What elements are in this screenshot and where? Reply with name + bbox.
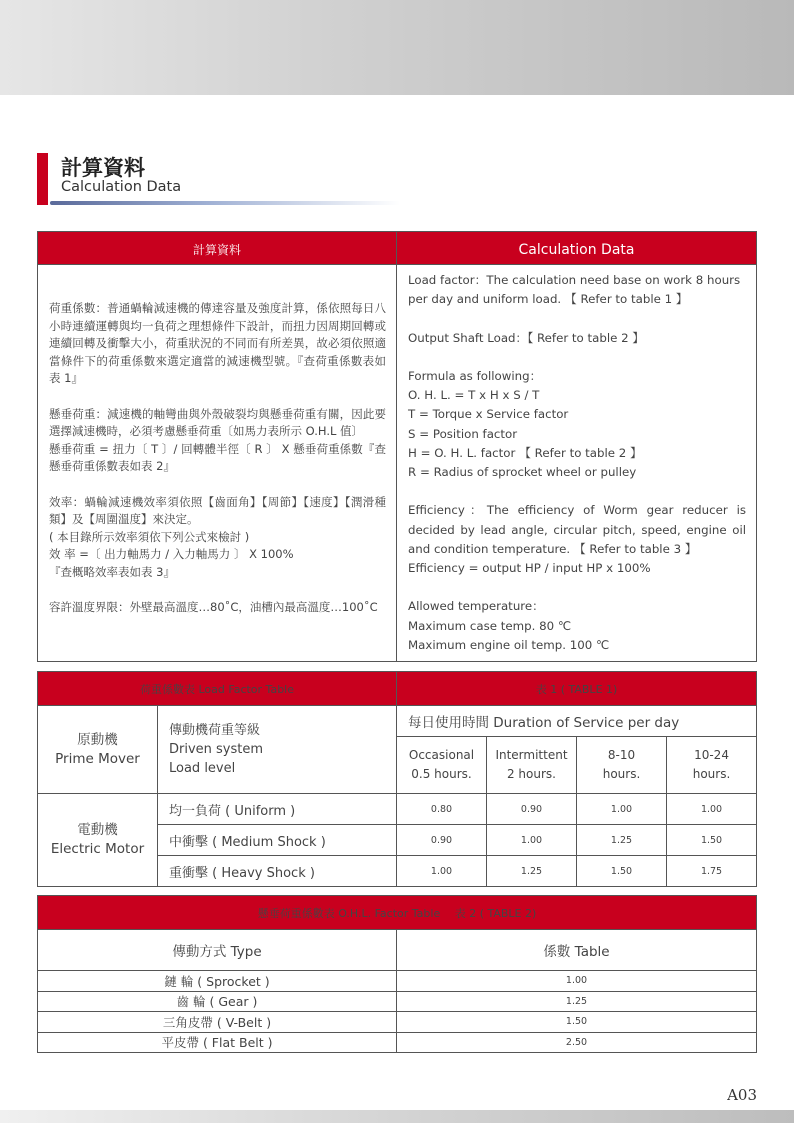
cond-heavy-shock: 重衝擊 ( Heavy Shock ) — [158, 856, 397, 887]
en-formula-t: T = Torque x Service factor — [408, 407, 569, 422]
zh-efficiency-ref: 『查概略效率表如表 3』 — [49, 564, 175, 579]
en-formula-ohl: O. H. L. = T x H x S / T — [408, 388, 540, 403]
en-max-case-temp: Maximum case temp. 80 ℃ — [408, 618, 572, 633]
ohl-table-title: 懸垂荷重係數表 O.H.L. Factor Table 表 2 ( TABLE 2) — [38, 896, 757, 930]
calc-zh-text — [38, 265, 397, 662]
calc-header-zh: 計算資料 — [38, 232, 397, 265]
calculation-data-table — [37, 231, 757, 662]
zh-load-factor: 荷重係數：普通蝸輪減速機的傳達容量及強度計算，係依照每日八小時連續運轉與均一負荷之理想條件下設計，而扭力因周期回轉或連續回轉及衝擊大小，荷重狀況的不同而有所差異，故必須依照適當條件下的荷重係數來選定適當的減速機型號。『查荷重係數表如表 1』 — [49, 301, 386, 386]
motor-en: Electric Motor — [50, 841, 145, 857]
zh-ohl-formula: 懸垂荷重 = 扭力〔 T 〕/ 回轉體半徑〔 R 〕 X 懸垂荷重係數『查懸垂荷重係數表如表 2』 — [49, 441, 386, 474]
calc-header-en: Calculation Data — [397, 232, 757, 265]
table-cell: 0.90 — [397, 825, 487, 856]
table-cell: 1.25 — [487, 856, 577, 887]
load-table-label: 表 1 ( TABLE 1) — [397, 672, 757, 706]
bottom-banner — [0, 1110, 794, 1123]
prime-mover-en: Prime Mover — [55, 750, 140, 767]
ohl-type-sprocket: 鏈 輪 ( Sprocket ) — [38, 971, 397, 992]
en-efficiency-formula: Efficiency = output HP / input HP x 100% — [408, 561, 651, 575]
table-cell: 1.75 — [667, 856, 757, 887]
ohl-col-type: 傳動方式 Type — [38, 930, 397, 971]
table-cell: 1.00 — [397, 856, 487, 887]
load-factor-table — [37, 671, 757, 887]
table-cell: 1.00 — [397, 971, 757, 992]
zh-temperature: 容許溫度界限：外壁最高溫度…80˚C，油槽內最高溫度…100˚C — [49, 600, 378, 615]
duration-col-10-24: 10-24 hours. — [667, 737, 757, 794]
ohl-factor-table — [37, 895, 757, 1053]
cond-medium-shock: 中衝擊 ( Medium Shock ) — [158, 825, 397, 856]
en-formula-h: H = O. H. L. factor 【 Refer to table 2 】 — [408, 445, 642, 460]
section-underline — [50, 201, 400, 205]
table-cell: 1.50 — [397, 1012, 757, 1033]
table-cell: 1.25 — [397, 991, 757, 1012]
en-allowed-temp: Allowed temperature： — [408, 599, 544, 614]
calc-en-text — [397, 265, 757, 662]
en-max-oil-temp: Maximum engine oil temp. 100 ℃ — [408, 637, 610, 652]
motor-zh: 電動機 — [77, 822, 118, 838]
driven-en-2: Load level — [169, 761, 236, 776]
en-formula-s: S = Position factor — [408, 426, 518, 441]
en-load-factor: Load factor：The calculation need base on work 8 hours per day and uniform load. 【 Refer to table 1 】 — [408, 273, 741, 307]
ohl-col-factor: 係數 Table — [397, 930, 757, 971]
zh-efficiency-note: ( 本目錄所示效率須依下列公式來檢討 ) — [49, 529, 250, 544]
cond-uniform: 均一負荷 ( Uniform ) — [158, 794, 397, 825]
zh-efficiency-formula: 效 率 =〔 出力軸馬力 / 入力軸馬力 〕 X 100% — [49, 547, 294, 562]
driven-system-header — [158, 706, 397, 794]
page-number: A03 — [727, 1086, 757, 1104]
zh-efficiency: 效率：蝸輪減速機效率須依照【齒面角】【周節】【速度】【潤滑種類】及【周圍溫度】來決定。 — [49, 494, 386, 527]
table-cell: 1.50 — [577, 856, 667, 887]
table-cell: 1.00 — [577, 794, 667, 825]
ohl-type-gear: 齒 輪 ( Gear ) — [38, 991, 397, 1012]
en-output-shaft-load: Output Shaft Load：【 Refer to table 2 】 — [408, 330, 645, 345]
en-efficiency: Efficiency：The efficiency of Worm gear reducer is decided by lead angle, circular pitch, speed, engine oil and condition temperature. 【 Refer to table 3 】 — [408, 503, 746, 556]
duration-col-8-10: 8-10 hours. — [577, 737, 667, 794]
table-cell: 1.00 — [667, 794, 757, 825]
table-cell: 1.50 — [667, 825, 757, 856]
table-row — [38, 1032, 757, 1053]
section-title-zh: 計算資料 — [61, 156, 145, 180]
table-cell: 1.00 — [487, 825, 577, 856]
duration-col-occasional: Occasional 0.5 hours. — [397, 737, 487, 794]
section-title-en: Calculation Data — [61, 179, 182, 195]
table-cell: 0.90 — [487, 794, 577, 825]
prime-mover-zh: 原動機 — [77, 731, 118, 748]
prime-mover-header — [38, 706, 158, 794]
duration-col-intermittent: Intermittent 2 hours. — [487, 737, 577, 794]
load-table-title: 荷重係數表 Load Factor Table — [38, 672, 397, 706]
en-formula-label: Formula as following： — [408, 368, 542, 383]
table-cell: 0.80 — [397, 794, 487, 825]
driven-en-1: Driven system — [169, 742, 264, 757]
table-cell: 2.50 — [397, 1032, 757, 1053]
table-row — [38, 991, 757, 1012]
section-accent-bar — [37, 153, 48, 205]
ohl-type-flat-belt: 平皮帶 ( Flat Belt ) — [38, 1032, 397, 1053]
ohl-type-v-belt: 三角皮帶 ( V-Belt ) — [38, 1012, 397, 1033]
electric-motor-header — [38, 794, 158, 887]
table-row — [38, 971, 757, 992]
table-row — [38, 1012, 757, 1033]
zh-overhung-load: 懸垂荷重：減速機的軸彎曲與外殼破裂均與懸垂荷重有關，因此要選擇減速機時，必須考慮懸垂荷重〔如馬力表所示 O.H.L 值〕 — [49, 406, 386, 439]
en-formula-r: R = Radius of sprocket wheel or pulley — [408, 465, 637, 479]
duration-header: 每日使用時間 Duration of Service per day — [397, 706, 757, 737]
driven-zh: 傳動機荷重等級 — [169, 723, 261, 738]
top-banner — [0, 0, 794, 95]
table-cell: 1.25 — [577, 825, 667, 856]
